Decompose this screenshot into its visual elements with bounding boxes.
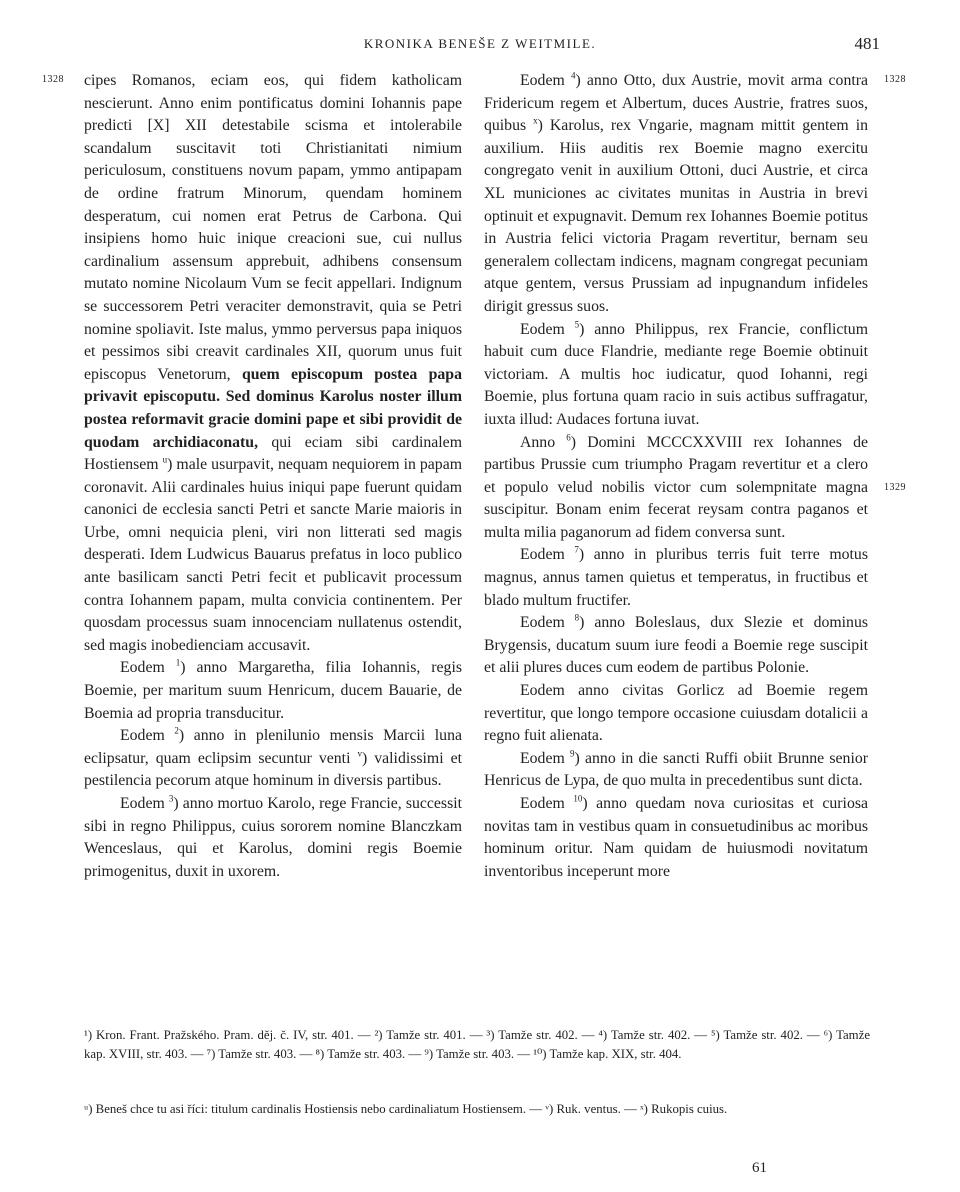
footnotes-numeric bbox=[84, 1026, 870, 1064]
text-span: Anno bbox=[520, 433, 556, 451]
paragraph: Eodem anno civitas Gorlicz ad Boemie regem revertitur, que longo tempore occasione cuiusdam dotalicii a regno fuit alienata. bbox=[484, 682, 868, 745]
text-span: ) anno quedam nova curiositas et curiosa novitas tam in vestibus quam in consuetudinibus ac moribus hominum oritur. Nam quidam de huiusmodi novitatum inventoribus inceperunt more bbox=[484, 795, 868, 880]
footnote-mark: 3 bbox=[168, 793, 174, 804]
paragraph bbox=[484, 319, 868, 432]
text-span: Eodem bbox=[120, 795, 165, 812]
text-span: ) anno Philippus, rex Francie, conflictum habuit cum duce Flandrie, mediante rege Boemie obtinuit victoriam. A multis hoc iudicatur, quod Iohanni, regi Boemie, plus fortuna quam racio in suis actibus suffragatur, iuxta illud: Audaces fortuna iuvat. bbox=[484, 320, 868, 428]
text-span: ) anno Margaretha, filia Iohannis, regis Boemie, per maritum suum Henricum, ducem Bauarie, de Boemia ad propria transducitur. bbox=[84, 659, 462, 722]
text-span: ) Domini MCCCXXVIII rex Iohannes de partibus Prussie cum triumpho Pragam revertitur et a clero et populo velud nobilis victor cum solempnitate magna suscipitur. Bonam enim fecerat reysam contra paganos et multa milia paganorum ad fidem conversa sunt. bbox=[484, 433, 868, 541]
paragraph bbox=[84, 657, 462, 725]
text-span: Eodem bbox=[520, 614, 565, 632]
footnotes-textual bbox=[84, 1100, 870, 1119]
footnote-mark: 6 bbox=[566, 432, 571, 443]
footnote-mark: u bbox=[162, 454, 168, 465]
text-span: qui eciam sibi cardinalem Hostiensem bbox=[84, 433, 462, 474]
text-span: ) anno in die sancti Ruffi obiit Brunne senior Henricus de Lypa, de quo multa in precedentibus sunt dicta. bbox=[484, 749, 868, 790]
paragraph bbox=[84, 725, 462, 793]
footnote-mark: 10 bbox=[573, 793, 583, 804]
text-span: Eodem bbox=[520, 72, 565, 89]
text-span: cipes Romanos, eciam eos, qui fidem katholicam nescierunt. Anno enim pontificatus domini Iohannis pape predicti [X] XII detestabile scisma et intolerabile scandalum suscitavit toti Christianitati nimium periculosum, constituens novum papam, ymmo antipapam de ordine fratrum Minorum, quendam hominem desperatum, cui nomen erat Petrus de Carbona. Qui insipiens homo huic inique creacioni sue, cui nullus cardinalium assensum apprebuit, adhibens consensum mutato nomine Nicolaum Vum se fecit appellari. Indignum se successorem Petri veraciter demonstravit, quia se Petri nomine spoliavit. Iste malus, ymmo perversus papa iniquos et pessimos sibi creavit cardinales XII, quorum unus fuit episcopus Venetorum, bbox=[84, 72, 462, 383]
margin-year: 1328 bbox=[42, 74, 64, 85]
text-span: ) Karolus, rex Vngarie, magnam mittit gentem in auxilium. Hiis auditis rex Boemie magno exercitu congregato venit in auxilium Ottoni, duci Austrie, et circa XL municiones ac civitates munitas in Austria in brevi optinuit et expugnavit. Demum rex Iohannes Boemie potitus in Austria felici victoria Pragam revertitur, bernam seu generalem collectam indicens, magnam congregat pecuniam atque gentem, versus Prussiam ad inpugnandum infideles dirigit gressus suos. bbox=[484, 117, 868, 315]
text-span: Eodem bbox=[520, 795, 565, 812]
text-span: ) anno mortuo Karolo, rege Francie, successit sibi in regno Philippus, cuius sororem nomine Blanczkam Wenceslaus, qui et Karolus, domini regis Boemie primogenitus, duxit in uxorem. bbox=[84, 795, 463, 880]
footnote-mark: 8 bbox=[574, 612, 580, 623]
footnote-mark: 4 bbox=[570, 70, 576, 81]
paragraph bbox=[484, 544, 868, 612]
margin-year: 1328 bbox=[884, 74, 906, 85]
footnote-mark: x bbox=[533, 115, 538, 126]
paragraph bbox=[84, 70, 462, 657]
footnote-text: ᵘ) Beneš chce tu asi říci: titulum cardinalis Hostiensis nebo cardinaliatum Hostiensem. — ᵛ) Ruk. ventus. — ˣ) Rukopis cuius. bbox=[84, 1102, 728, 1116]
running-title: KRONIKA BENEŠE Z WEITMILE. bbox=[363, 36, 597, 51]
paragraph bbox=[484, 748, 868, 793]
text-span: Eodem bbox=[520, 546, 565, 564]
page-header bbox=[80, 36, 880, 56]
text-span: Eodem bbox=[520, 320, 565, 338]
paragraph bbox=[484, 793, 868, 883]
paragraph bbox=[484, 432, 868, 545]
left-column bbox=[84, 70, 462, 883]
footnote-mark: 9 bbox=[570, 748, 575, 759]
footnote-mark: 1 bbox=[175, 658, 181, 669]
footnote-mark: v bbox=[357, 748, 362, 759]
page-number: 481 bbox=[854, 34, 880, 53]
text-span: ) anno in pluribus terris fuit terre motus magnus, annus tamen quietus et temperatus, in fructibus et blado multum fructifer. bbox=[484, 546, 868, 609]
footnote-mark: 2 bbox=[174, 725, 179, 736]
text-span: Eodem bbox=[120, 727, 165, 745]
paragraph bbox=[484, 612, 868, 680]
signature-mark: 61 bbox=[752, 1160, 767, 1176]
paragraph bbox=[84, 793, 462, 883]
footnote-mark: 5 bbox=[574, 319, 580, 330]
footnote-mark: 7 bbox=[574, 545, 579, 556]
text-span: ) anno Otto, dux Austrie, movit arma contra Fridericum regem et Albertum, duces Austrie, fratres suos, quibus bbox=[484, 72, 868, 135]
text-span: ) anno in plenilunio mensis Marcii luna eclipsatur, quam eclipsim secuntur venti bbox=[84, 727, 462, 767]
text-span: Eodem bbox=[120, 659, 165, 677]
right-column bbox=[484, 70, 868, 883]
text-span: ) validissimi et pestilencia pecorum atque hominum in diversis partibus. bbox=[84, 749, 462, 790]
paragraph bbox=[484, 70, 868, 319]
text-span: ) male usurpavit, nequam nequiorem in papam coronavit. Alii cardinales huius iniqui pape fuerunt quidam canonici de ecclesia sancti Petri et sancte Marie maioris in Urbe, omni nequicia pleni, viri non litterati sed magis desperati. Idem Ludwicus Bauarus prefatus in loco publico ante basilicam sancti Petri fecit et publicavit processum contra Iohannem papam, multa convicia continentem. Per quosdam processus suam innocenciam nullatenus ostendit, sed magis inobedienciam accusavit. bbox=[84, 456, 462, 654]
footnote-text: ¹) Kron. Frant. Pražského. Pram. děj. č. IV, str. 401. — ²) Tamže str. 401. — ³) Tamže str. 402. — ⁴) Tamže str. 402. — ⁵) Tamže str. 402. — ⁶) Tamže kap. XVIII, str. 403. — ⁷) Tamže str. 403. — ⁸) Tamže str. 403. — ⁹) Tamže str. 403. — ¹⁰) Tamže kap. XIX, str. 404. bbox=[84, 1028, 870, 1061]
margin-year: 1329 bbox=[884, 482, 906, 493]
bold-text: quem episcopum postea papa privavit episcoputu. Sed dominus Karolus noster illum postea reformavit gracie domini pape et sibi providit de quodam archidiaconatu, bbox=[84, 365, 462, 451]
text-span: ) anno Boleslaus, dux Slezie et dominus Brygensis, ducatum suum iure feodi a Boemie rege suscipit et alii plures duces cum eodem de partibus Polonie. bbox=[484, 614, 868, 677]
text-span: Eodem bbox=[520, 749, 565, 767]
